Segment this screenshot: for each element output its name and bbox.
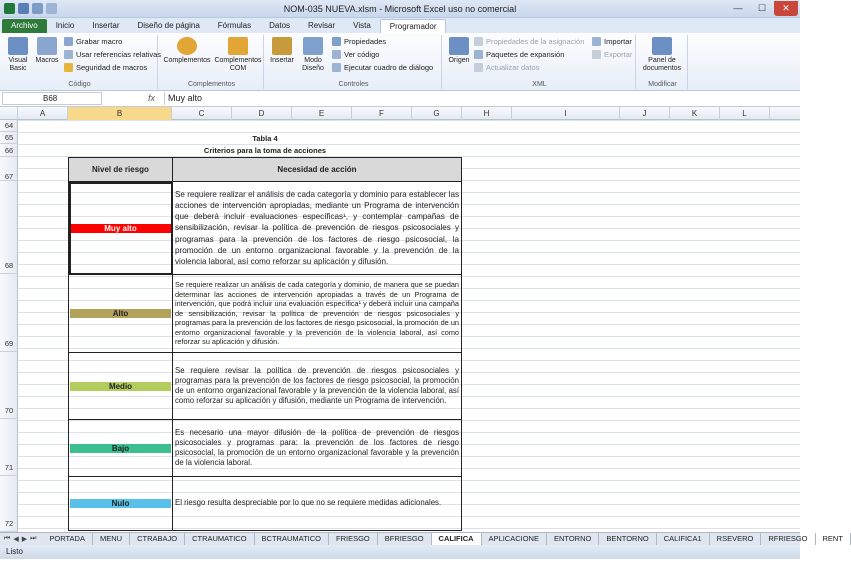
column-header-g[interactable]: G (412, 107, 462, 120)
table-row (69, 275, 462, 353)
tab-formulas[interactable]: Fórmulas (217, 21, 252, 30)
propiedades-button[interactable]: Propiedades (332, 37, 386, 46)
action-cell[interactable]: Se requiere realizar un análisis de cada categoría y dominio, de manera que se puedan determinar las acciones de intervención apropiadas a través de un Programa de intervención, que podrá incluir una evaluación específica¹ y deberá incluir una campaña de sensibilización, revisar la política de prevención de riesgos psicosociales y programas para la prevención de los factores de riesgo psicosocial, la promoción de un entorno organizacional favorable y la prevención de la violencia laboral, así como reforzar su aplicación y difusión. (173, 275, 462, 353)
column-header-d[interactable]: D (232, 107, 292, 120)
ribbon-tabs (0, 18, 800, 33)
maximize-button[interactable]: ☐ (757, 3, 767, 13)
sheet-nav (0, 535, 42, 543)
row-header-68[interactable]: 68 (0, 181, 18, 274)
level-label: Bajo (70, 444, 171, 453)
insertar-control-button[interactable]: Insertar (268, 37, 296, 65)
row-header-71[interactable]: 71 (0, 419, 18, 476)
action-cell[interactable]: Se requiere realizar el análisis de cada categoría y dominio para establecer las acciones de intervención apropiadas, mediante un Programa de intervención que deberá incluir evaluaciones específicas¹, y contemplar campañas de sensibilización, revisar la política de prevención de riesgos psicosociales y programas para la prevención de los factores de riesgo psicosocial, la promoción de un entorno organizacional favorable y la prevención de la violencia laboral, así como reforzar su aplicación y difusión. (173, 182, 462, 275)
status-bar (0, 545, 800, 559)
toolbox-icon (272, 37, 292, 55)
sheet-tab-rsevero[interactable]: RSEVERO (710, 533, 762, 545)
table-row (69, 182, 462, 275)
name-box[interactable]: B68 (2, 92, 102, 105)
title-bar (0, 0, 800, 18)
origen-button[interactable]: Origen (446, 37, 472, 65)
complementos-button[interactable]: Complementos (162, 37, 212, 65)
group-xml: Origen Propiedades de la asignación Paquetes de expansión Actualizar datos Importar Exportar XML (444, 35, 636, 89)
design-mode-icon (303, 37, 323, 55)
risk-table (68, 157, 462, 531)
tab-diseno-pagina[interactable]: Diseño de página (137, 21, 200, 30)
window-title: NOM-035 NUEVA.xlsm - Microsoft Excel uso no comercial (283, 4, 517, 14)
group-codigo: Visual Basic Macros Grabar macro Usar referencias relativas Seguridad de macros Código (2, 35, 158, 89)
close-button[interactable]: ✕ (774, 1, 798, 16)
package-icon (474, 50, 483, 59)
last-sheet-icon[interactable]: ⏭ (30, 535, 37, 542)
level-cell-bajo[interactable] (69, 420, 173, 477)
row-header-72[interactable]: 72 (0, 476, 18, 532)
tab-insertar[interactable]: Insertar (92, 21, 120, 30)
status-text: Listo (6, 547, 23, 556)
column-header-h[interactable]: H (462, 107, 512, 120)
sheet-tab-aplicacione[interactable]: APLICACIONE (482, 533, 547, 545)
table-title: Tabla 4 (252, 134, 278, 143)
next-sheet-icon[interactable]: ▶ (21, 536, 28, 543)
action-cell[interactable]: Es necesario una mayor difusión de la política de prevención de riesgos psicosociales y programas para: la prevención de los factores de riesgo psicosocial, la promoción de un entorno organizacional favorable y la prevención de la violencia laboral. (173, 420, 462, 477)
header-necesidad-accion[interactable]: Necesidad de acción (173, 158, 462, 182)
com-addins-icon (228, 37, 248, 55)
level-label: Medio (70, 382, 171, 391)
sheet-tab-rent[interactable]: RENT (816, 533, 851, 545)
macros-button[interactable]: Macros (34, 37, 60, 65)
action-cell[interactable]: Se requiere revisar la política de prevención de riesgos psicosociales y programas para la prevención de los factores de riesgo psicosocial, la promoción de un entorno organizacional favorable y la prevención de la violencia laboral, así como reforzar su aplicación y difusión, mediante un Programa de intervención. (173, 353, 462, 420)
macros-icon (37, 37, 57, 55)
column-header-e[interactable]: E (292, 107, 352, 120)
document-panel-icon (652, 37, 672, 55)
sheet-tab-califica[interactable]: CALIFICA (432, 533, 482, 545)
tab-revisar[interactable]: Revisar (308, 21, 336, 30)
tab-datos[interactable]: Datos (269, 21, 291, 30)
first-sheet-icon[interactable]: ⏮ (4, 535, 11, 542)
sheet-tab-bfriesgo[interactable]: BFRIESGO (378, 533, 432, 545)
actualizar-datos-button[interactable]: Actualizar datos (474, 63, 539, 72)
code-icon (332, 50, 341, 59)
row-header-66[interactable]: 66 (0, 144, 18, 157)
tab-inicio[interactable]: Inicio (55, 21, 75, 30)
dialog-icon (332, 63, 341, 72)
column-header-c[interactable]: C (172, 107, 232, 120)
insert-function-icon[interactable]: fx (148, 93, 156, 103)
sheet-tab-menu[interactable]: MENU (93, 533, 130, 545)
column-header-f[interactable]: F (352, 107, 412, 120)
table-header-row (69, 158, 462, 182)
tab-vista[interactable]: Vista (353, 21, 371, 30)
ver-codigo-button[interactable]: Ver código (332, 50, 379, 59)
ejecutar-dialogo-button[interactable]: Ejecutar cuadro de diálogo (332, 63, 433, 72)
sheet-tab-portada[interactable]: PORTADA (42, 533, 93, 545)
select-all-corner[interactable] (0, 107, 18, 120)
formula-bar (0, 91, 800, 107)
sheet-tab-ctraumatico[interactable]: CTRAUMATICO (185, 533, 254, 545)
visual-basic-button[interactable]: Visual Basic (4, 37, 32, 73)
column-header-j[interactable]: J (620, 107, 670, 120)
column-header-l[interactable]: L (720, 107, 770, 120)
row-header-65[interactable]: 65 (0, 132, 18, 144)
worksheet-grid[interactable] (18, 120, 800, 532)
group-modificar: Panel de documentos Modificar (638, 35, 688, 89)
column-headers (0, 107, 800, 120)
table-row (69, 420, 462, 477)
column-header-i[interactable]: I (512, 107, 620, 120)
sheet-tab-rfriesgo[interactable]: RFRIESGO (761, 533, 815, 545)
row-headers (0, 120, 18, 532)
refresh-icon (474, 63, 483, 72)
row-header-64[interactable]: 64 (0, 120, 18, 132)
gear-icon (177, 37, 197, 55)
minimize-button[interactable]: — (733, 3, 743, 13)
level-cell-nulo[interactable] (69, 477, 173, 531)
record-icon (64, 37, 73, 46)
level-label: Alto (70, 309, 171, 318)
formula-input[interactable]: Muy alto (164, 92, 798, 105)
table-row (69, 477, 462, 531)
paquetes-expansion-button[interactable]: Paquetes de expansión (474, 50, 564, 59)
modo-diseno-button[interactable]: Modo Diseño (298, 37, 328, 73)
level-label: Muy alto (70, 224, 171, 233)
level-cell-alto[interactable] (69, 275, 173, 353)
prev-sheet-icon[interactable]: ◀ (13, 536, 19, 543)
map-properties-icon (474, 37, 483, 46)
column-header-b[interactable]: B (68, 107, 172, 120)
seguridad-macros-button[interactable]: Seguridad de macros (64, 63, 147, 72)
grid-icon (64, 50, 73, 59)
import-icon (592, 37, 601, 46)
level-cell-muy-alto[interactable] (69, 182, 173, 275)
grabar-macro-button[interactable]: Grabar macro (64, 37, 122, 46)
importar-button[interactable]: Importar (592, 37, 632, 46)
sheet-tab-bentorno[interactable]: BENTORNO (599, 533, 656, 545)
sheet-tab-califica1[interactable]: CALIFICA1 (657, 533, 710, 545)
export-icon (592, 50, 601, 59)
tab-archivo[interactable]: Archivo (2, 19, 47, 33)
action-cell[interactable]: El riesgo resulta despreciable por lo que no se requiere medidas adicionales. (173, 477, 462, 531)
table-subtitle: Criterios para la toma de acciones (203, 146, 327, 155)
table-row (69, 353, 462, 420)
level-label: Nulo (70, 499, 171, 508)
column-header-k[interactable]: K (670, 107, 720, 120)
sheet-tab-entorno[interactable]: ENTORNO (547, 533, 599, 545)
tab-programador[interactable]: Programador (380, 19, 447, 33)
sheet-tab-friesgo[interactable]: FRIESGO (329, 533, 378, 545)
row-header-70[interactable]: 70 (0, 352, 18, 419)
warning-icon (64, 63, 73, 72)
level-cell-medio[interactable] (69, 353, 173, 420)
xml-source-icon (449, 37, 469, 55)
panel-documentos-button[interactable]: Panel de documentos (638, 37, 686, 73)
group-controles: Insertar Modo Diseño Propiedades Ver código Ejecutar cuadro de diálogo Controles (266, 35, 442, 89)
sheet-tab-ctrabajo[interactable]: CTRABAJO (130, 533, 185, 545)
sheet-tab-bctraumatico[interactable]: BCTRAUMATICO (255, 533, 329, 545)
group-complementos: Complementos Complementos COM Complementos (160, 35, 264, 89)
header-nivel-riesgo[interactable]: Nivel de riesgo (69, 158, 173, 182)
properties-icon (332, 37, 341, 46)
exportar-button[interactable]: Exportar (592, 50, 632, 59)
referencias-relativas-button[interactable]: Usar referencias relativas (64, 50, 161, 59)
ribbon (0, 33, 800, 91)
complementos-com-button[interactable]: Complementos COM (214, 37, 262, 73)
column-header-a[interactable]: A (18, 107, 68, 120)
row-header-67[interactable]: 67 (0, 157, 18, 181)
visual-basic-icon (8, 37, 28, 55)
propiedades-asignacion-button[interactable]: Propiedades de la asignación (474, 37, 584, 46)
row-header-69[interactable]: 69 (0, 274, 18, 352)
sheet-tabs-bar (0, 532, 843, 545)
